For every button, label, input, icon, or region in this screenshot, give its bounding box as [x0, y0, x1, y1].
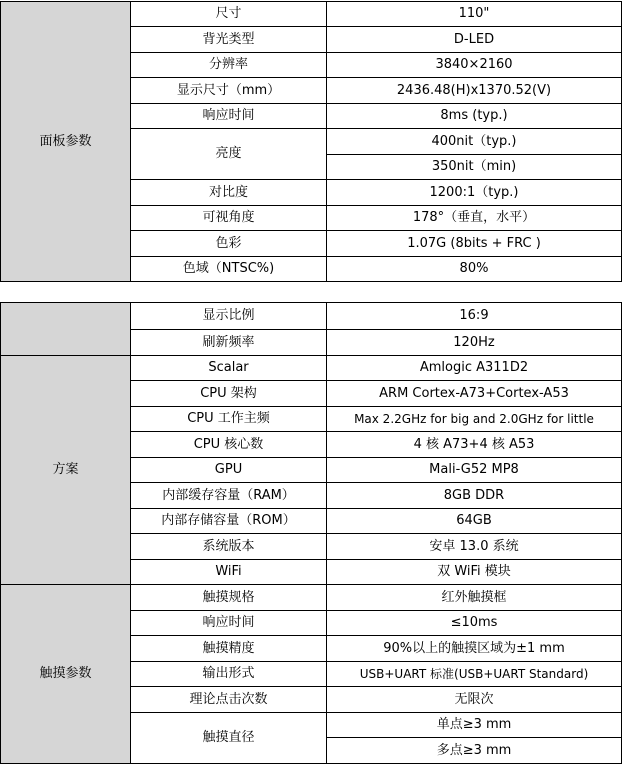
table-row: [1, 303, 622, 330]
param-cell: 响应时间: [131, 611, 327, 636]
param-cell: 分辨率: [131, 53, 327, 78]
param-cell: CPU 工作主频: [131, 407, 327, 432]
category-cell: 触摸参数: [1, 585, 131, 764]
param-cell: 系统版本: [131, 534, 327, 560]
value-cell: 120Hz: [327, 330, 622, 356]
param-cell: 可视角度: [131, 206, 327, 231]
value-cell: 双 WiFi 模块: [327, 560, 622, 585]
panel-spec-table: [0, 1, 622, 282]
value-cell: 16:9: [327, 303, 622, 330]
param-cell: 色彩: [131, 231, 327, 257]
value-cell: 90%以上的触摸区域为±1 mm: [327, 636, 622, 662]
value-cell: 8GB DDR: [327, 483, 622, 509]
param-cell: 触摸规格: [131, 585, 327, 611]
param-cell: GPU: [131, 458, 327, 483]
solution-touch-spec-table: [0, 302, 622, 764]
value-cell: 4 核 A73+4 核 A53: [327, 432, 622, 458]
param-cell: 触摸精度: [131, 636, 327, 662]
value-cell: Amlogic A311D2: [327, 356, 622, 381]
value-cell: ≤10ms: [327, 611, 622, 636]
value-cell: 3840×2160: [327, 53, 622, 78]
param-cell: 亮度: [131, 129, 327, 180]
table-row: [1, 2, 622, 27]
value-cell: 64GB: [327, 509, 622, 534]
param-cell: 背光类型: [131, 27, 327, 53]
value-cell: 1200:1（typ.): [327, 180, 622, 206]
param-cell: CPU 核心数: [131, 432, 327, 458]
value-cell: 多点≥3 mm: [327, 738, 622, 764]
value-cell: Max 2.2GHz for big and 2.0GHz for little: [327, 407, 622, 432]
param-cell: 刷新频率: [131, 330, 327, 356]
value-cell: 红外触摸框: [327, 585, 622, 611]
category-cell: 面板参数: [1, 2, 131, 282]
param-cell: 对比度: [131, 180, 327, 206]
param-cell: 显示尺寸（mm）: [131, 78, 327, 104]
table-row: [1, 356, 622, 381]
param-cell: 输出形式: [131, 662, 327, 687]
param-cell: CPU 架构: [131, 381, 327, 407]
value-cell: ARM Cortex-A73+Cortex-A53: [327, 381, 622, 407]
value-cell: 400nit（typ.): [327, 129, 622, 155]
value-cell: USB+UART 标准(USB+UART Standard): [327, 662, 622, 687]
value-cell: 2436.48(H)x1370.52(V): [327, 78, 622, 104]
value-cell: 178°（垂直，水平）: [327, 206, 622, 231]
value-cell: 1.07G (8bits + FRC ): [327, 231, 622, 257]
value-cell: 安卓 13.0 系统: [327, 534, 622, 560]
param-cell: 理论点击次数: [131, 687, 327, 713]
value-cell: Mali-G52 MP8: [327, 458, 622, 483]
value-cell: 8ms (typ.): [327, 104, 622, 129]
value-cell: 单点≥3 mm: [327, 713, 622, 738]
param-cell: 尺寸: [131, 2, 327, 27]
param-cell: 内部缓存容量（RAM）: [131, 483, 327, 509]
category-cell: 方案: [1, 356, 131, 585]
value-cell: D-LED: [327, 27, 622, 53]
param-cell: 响应时间: [131, 104, 327, 129]
param-cell: Scalar: [131, 356, 327, 381]
param-cell: 色域（NTSC%): [131, 257, 327, 282]
value-cell: 无限次: [327, 687, 622, 713]
value-cell: 80%: [327, 257, 622, 282]
table-row: [1, 585, 622, 611]
param-cell: 显示比例: [131, 303, 327, 330]
value-cell: 350nit（min): [327, 155, 622, 180]
category-cell-empty: [1, 303, 131, 356]
value-cell: 110": [327, 2, 622, 27]
param-cell: WiFi: [131, 560, 327, 585]
param-cell: 触摸直径: [131, 713, 327, 764]
param-cell: 内部存储容量（ROM）: [131, 509, 327, 534]
